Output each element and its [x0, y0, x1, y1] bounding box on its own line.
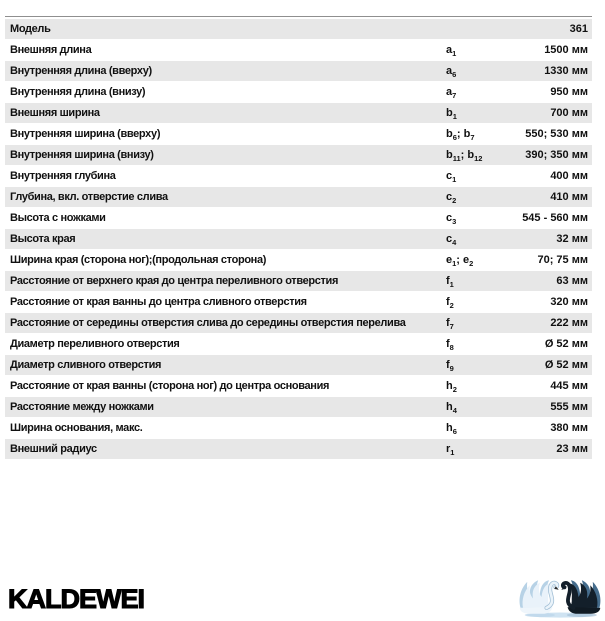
spec-label: Глубина, вкл. отверстие слива: [10, 191, 168, 203]
model-header-row: [5, 19, 592, 39]
spec-value: 400 мм: [550, 170, 588, 182]
spec-symbol: $f_2$: [446, 296, 454, 311]
table-row: [5, 439, 592, 459]
spec-label: Внешний радиус: [10, 443, 97, 455]
spec-label: Расстояние от края ванны до центра сливного отверстия: [10, 296, 307, 308]
brand-wordmark: KALDEWEI: [8, 584, 144, 614]
spec-label: Расстояние между ножками: [10, 401, 154, 413]
spec-label: Расстояние от верхнего края до центра переливного отверстия: [10, 275, 339, 287]
table-row: [5, 145, 592, 165]
spec-symbol: $f_1$: [446, 275, 454, 290]
table-row: [5, 229, 592, 249]
spec-symbol: $f_9$: [446, 359, 454, 374]
table-row: [5, 355, 592, 375]
spec-symbol: $c_4$: [446, 233, 457, 248]
spec-symbol: $b_6$; $b_7$: [446, 128, 475, 143]
table-row: [5, 397, 592, 417]
footer: [0, 571, 605, 621]
spec-label: Ширина края (сторона ног);(продольная сторона): [10, 254, 267, 266]
table-row: [5, 313, 592, 333]
table-row: [5, 103, 592, 123]
table-row: [5, 61, 592, 81]
spec-symbol: $a_7$: [446, 86, 457, 101]
spec-value: 1330 мм: [544, 65, 588, 77]
spec-symbol: $h_4$: [446, 401, 457, 416]
spec-label: Внутренняя ширина (внизу): [10, 149, 154, 161]
spec-label: Внешняя длина: [10, 44, 92, 56]
spec-label: Ширина основания, макс.: [10, 422, 143, 434]
spec-value: 700 мм: [550, 107, 588, 119]
spec-symbol: $r_1$: [446, 443, 455, 458]
spec-value: 950 мм: [550, 86, 588, 98]
spec-value: 361: [569, 23, 588, 35]
spec-value: Ø 52 мм: [544, 359, 588, 371]
table-row: [5, 187, 592, 207]
spec-value: Ø 52 мм: [544, 338, 588, 350]
two-swans-icon: [518, 576, 602, 618]
spec-value: 380 мм: [550, 422, 588, 434]
spec-label: Внешняя ширина: [10, 107, 100, 119]
spec-label: Высота края: [10, 233, 76, 245]
spec-value: 63 мм: [556, 275, 588, 287]
table-row: [5, 208, 592, 228]
table-row: [5, 418, 592, 438]
spec-value: 410 мм: [550, 191, 588, 203]
table-row: [5, 82, 592, 102]
spec-label: Диаметр сливного отверстия: [10, 359, 162, 371]
table-row: [5, 334, 592, 354]
spec-label: Модель: [10, 23, 51, 35]
spec-symbol: $e_1$; $e_2$: [446, 254, 474, 269]
table-row: [5, 292, 592, 312]
spec-label: Высота с ножками: [10, 212, 106, 224]
spec-value: 70; 75 мм: [537, 254, 588, 266]
spec-symbol: $h_2$: [446, 380, 457, 395]
spec-value: 1500 мм: [544, 44, 588, 56]
spec-value: 545 - 560 мм: [522, 212, 588, 224]
spec-value: 390; 350 мм: [525, 149, 588, 161]
spec-value: 32 мм: [556, 233, 588, 245]
spec-label: Внутренняя длина (вверху): [10, 65, 152, 77]
spec-symbol: $f_7$: [446, 317, 454, 332]
spec-symbol: $b_1$: [446, 107, 457, 122]
spec-symbol: $c_1$: [446, 170, 457, 185]
spec-symbol: $c_2$: [446, 191, 457, 206]
spec-symbol: $c_3$: [446, 212, 457, 227]
table-row: [5, 166, 592, 186]
spec-label: Расстояние от края ванны (сторона ног) до центра основания: [10, 380, 330, 392]
table-row: [5, 271, 592, 291]
spec-value: 550; 530 мм: [525, 128, 588, 140]
table-row: [5, 124, 592, 144]
spec-symbol: $b_{11}$; $b_{12}$: [446, 149, 483, 164]
spec-symbol: $a_1$: [446, 44, 457, 59]
spec-label: Диаметр переливного отверстия: [10, 338, 180, 350]
spec-value: 555 мм: [550, 401, 588, 413]
table-row: [5, 250, 592, 270]
left-swan: [520, 580, 559, 614]
spec-value: 320 мм: [550, 296, 588, 308]
spec-label: Внутренняя длина (внизу): [10, 86, 146, 98]
spec-label: Расстояние от середины отверстия слива до середины отверстия перелива: [10, 317, 406, 329]
table-row: [5, 40, 592, 60]
spec-value: 445 мм: [550, 380, 588, 392]
table-row: [5, 376, 592, 396]
spec-value: 23 мм: [556, 443, 588, 455]
spec-table: [5, 16, 592, 459]
spec-symbol: $h_6$: [446, 422, 457, 437]
spec-label: Внутренняя ширина (вверху): [10, 128, 161, 140]
right-swan: [561, 580, 600, 614]
spec-value: 222 мм: [550, 317, 588, 329]
spec-label: Внутренняя глубина: [10, 170, 116, 182]
spec-symbol: $f_8$: [446, 338, 454, 353]
spec-symbol: $a_6$: [446, 65, 457, 80]
